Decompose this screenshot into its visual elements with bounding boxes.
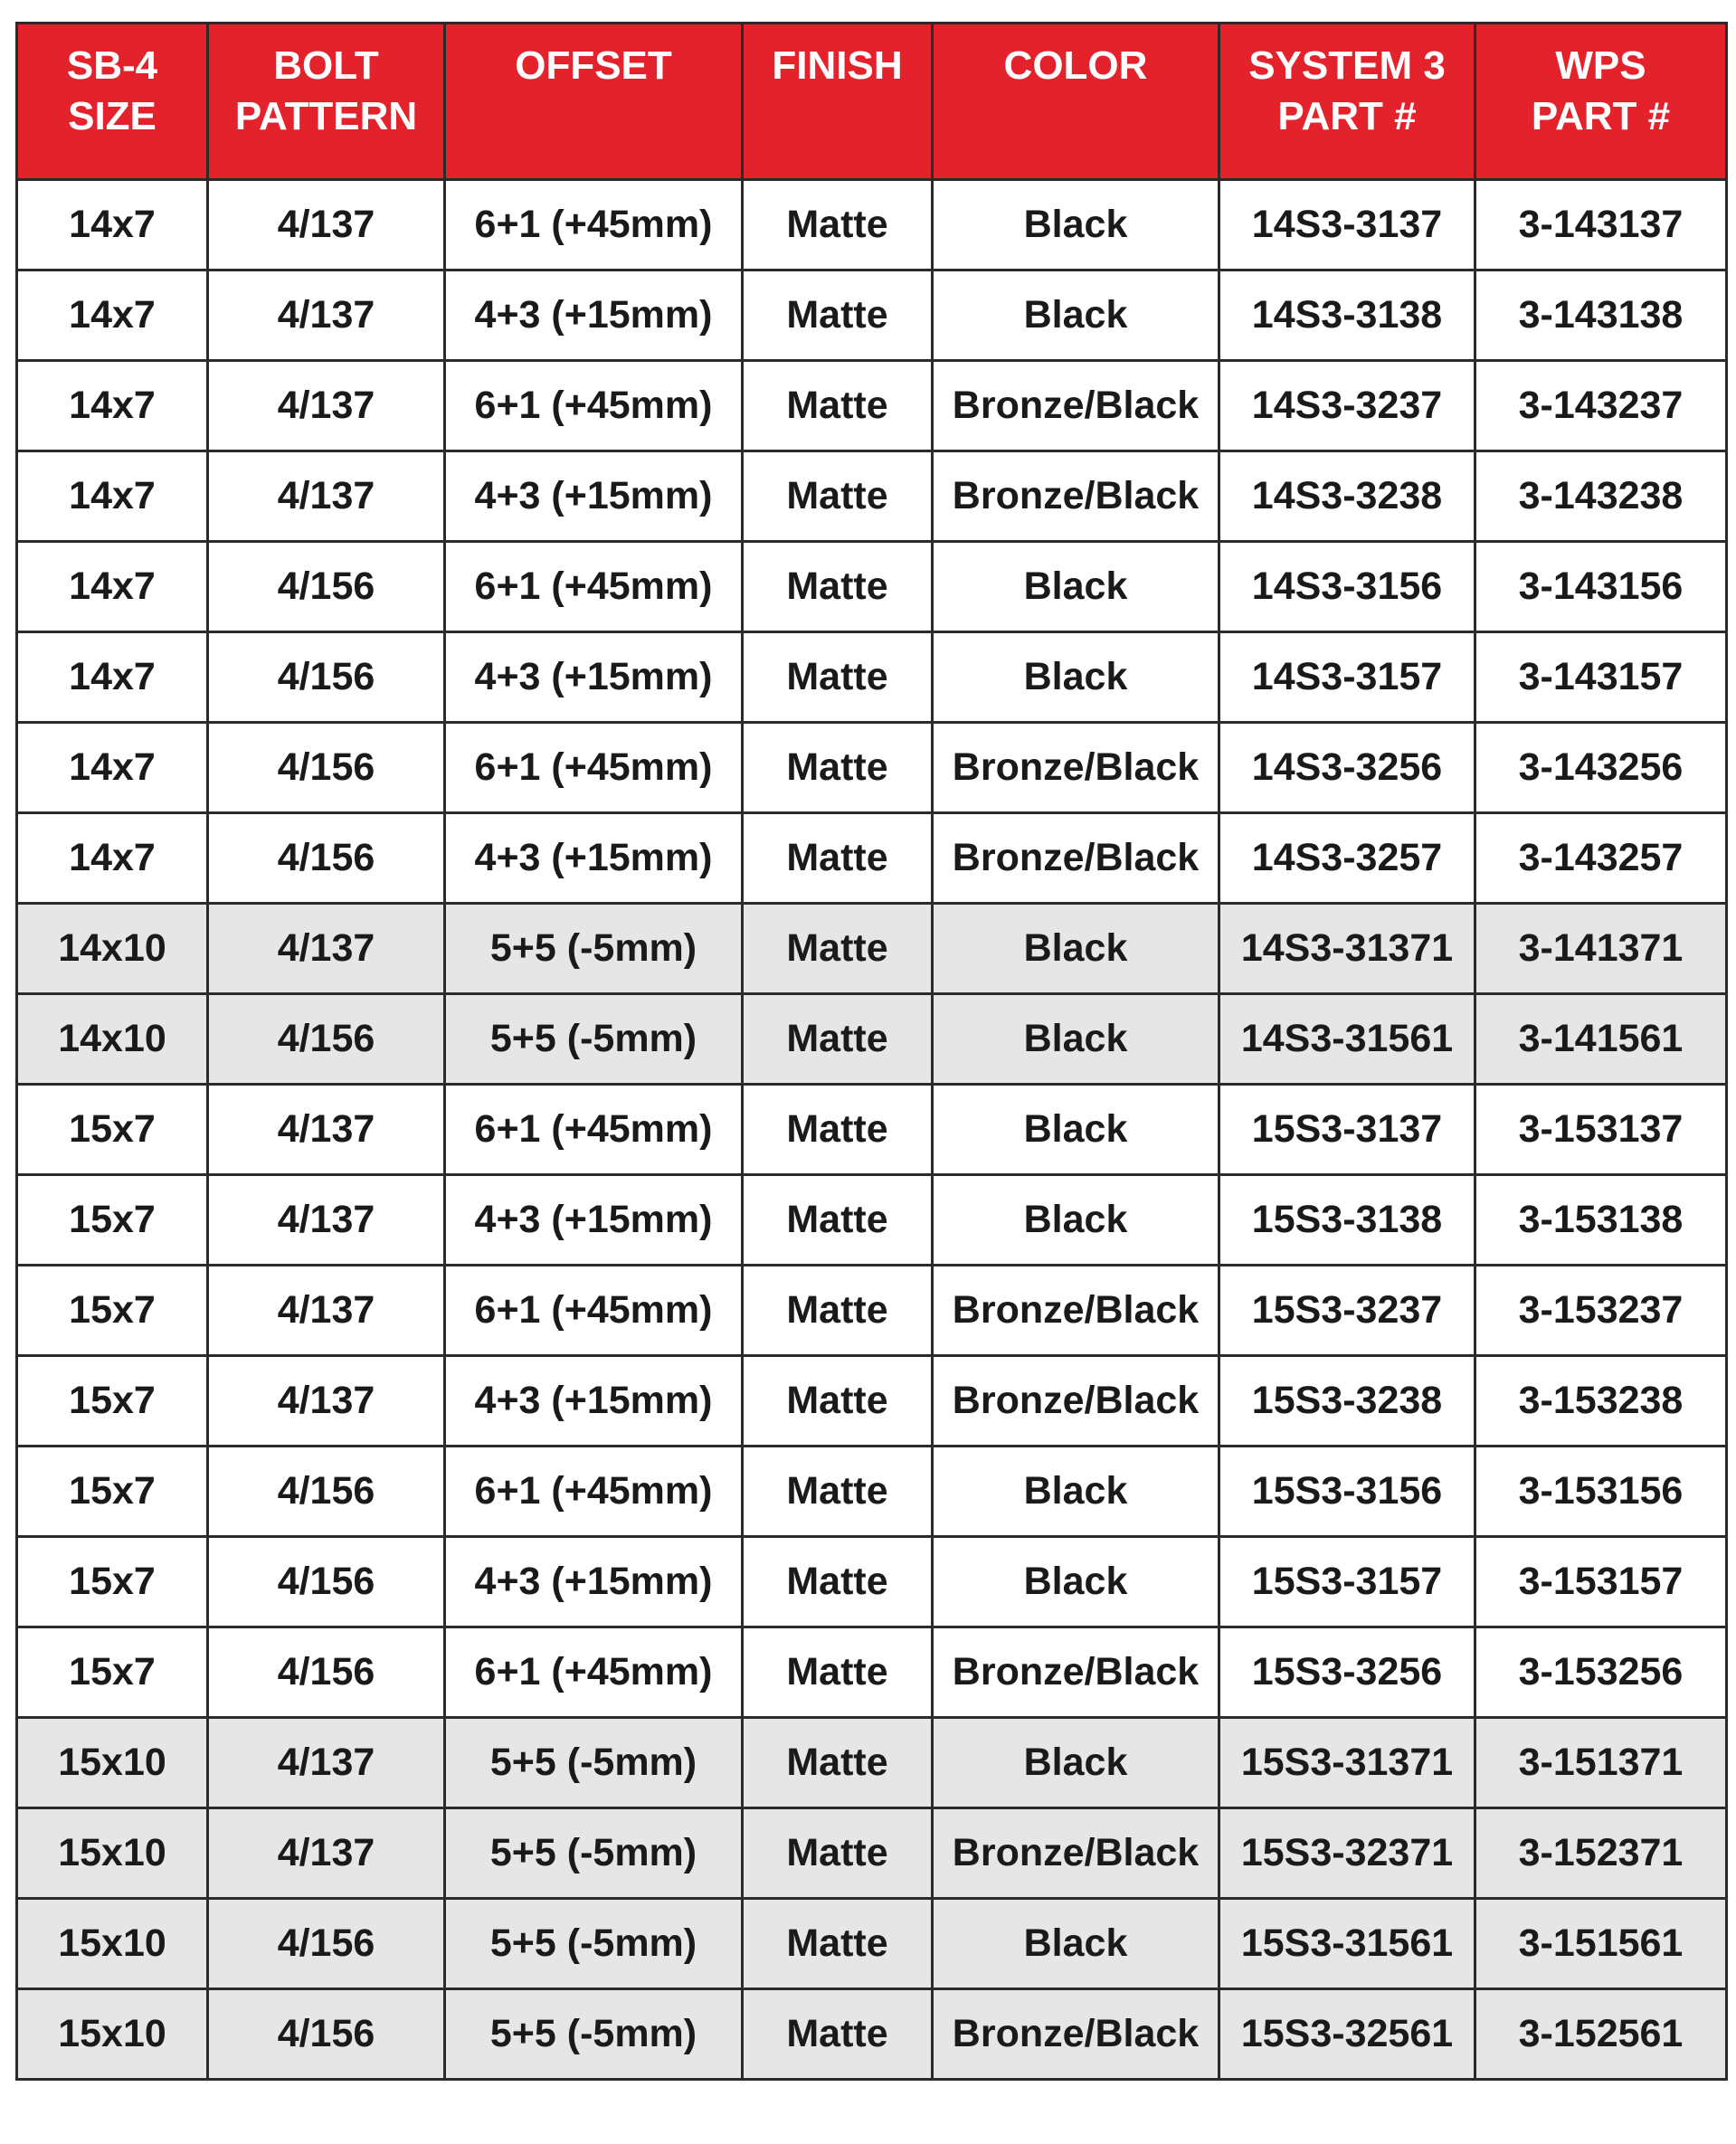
cell-color: Bronze/Black bbox=[933, 1989, 1219, 2080]
cell-system3-part: 15S3-3237 bbox=[1219, 1266, 1475, 1356]
cell-color: Black bbox=[933, 1447, 1219, 1537]
cell-color: Bronze/Black bbox=[933, 451, 1219, 542]
cell-color: Black bbox=[933, 1085, 1219, 1175]
cell-wps-part: 3-153237 bbox=[1475, 1266, 1727, 1356]
cell-bolt-pattern: 4/137 bbox=[208, 1266, 445, 1356]
column-header-line: BOLT bbox=[273, 43, 379, 88]
cell-finish: Matte bbox=[743, 1899, 933, 1989]
column-header-line: SYSTEM 3 bbox=[1248, 43, 1446, 88]
column-header-system3-part bbox=[1219, 24, 1475, 180]
cell-finish: Matte bbox=[743, 1808, 933, 1899]
cell-wps-part: 3-153138 bbox=[1475, 1175, 1727, 1266]
wheel-spec-table bbox=[15, 22, 1728, 2081]
cell-wps-part: 3-143238 bbox=[1475, 451, 1727, 542]
cell-color: Black bbox=[933, 1899, 1219, 1989]
cell-color: Bronze/Black bbox=[933, 1356, 1219, 1447]
cell-color: Bronze/Black bbox=[933, 1627, 1219, 1718]
cell-size: 15x7 bbox=[17, 1266, 208, 1356]
cell-finish: Matte bbox=[743, 904, 933, 994]
cell-finish: Matte bbox=[743, 180, 933, 270]
cell-color: Bronze/Black bbox=[933, 361, 1219, 451]
cell-bolt-pattern: 4/137 bbox=[208, 1356, 445, 1447]
cell-finish: Matte bbox=[743, 542, 933, 632]
table-row bbox=[17, 632, 1727, 723]
cell-bolt-pattern: 4/156 bbox=[208, 994, 445, 1085]
cell-size: 15x10 bbox=[17, 1989, 208, 2080]
cell-offset: 5+5 (-5mm) bbox=[445, 1808, 743, 1899]
column-header-line: SB-4 bbox=[66, 43, 158, 88]
cell-wps-part: 3-151561 bbox=[1475, 1899, 1727, 1989]
cell-bolt-pattern: 4/137 bbox=[208, 361, 445, 451]
table-row bbox=[17, 542, 1727, 632]
cell-bolt-pattern: 4/156 bbox=[208, 1989, 445, 2080]
cell-size: 14x10 bbox=[17, 904, 208, 994]
cell-size: 14x10 bbox=[17, 994, 208, 1085]
cell-finish: Matte bbox=[743, 1085, 933, 1175]
cell-color: Black bbox=[933, 1718, 1219, 1808]
cell-system3-part: 15S3-32561 bbox=[1219, 1989, 1475, 2080]
cell-bolt-pattern: 4/137 bbox=[208, 1175, 445, 1266]
cell-offset: 6+1 (+45mm) bbox=[445, 1085, 743, 1175]
cell-color: Black bbox=[933, 270, 1219, 361]
table-row bbox=[17, 813, 1727, 904]
column-header-size bbox=[17, 24, 208, 180]
cell-system3-part: 15S3-3238 bbox=[1219, 1356, 1475, 1447]
cell-bolt-pattern: 4/156 bbox=[208, 1627, 445, 1718]
cell-bolt-pattern: 4/137 bbox=[208, 1808, 445, 1899]
cell-finish: Matte bbox=[743, 451, 933, 542]
cell-wps-part: 3-153157 bbox=[1475, 1537, 1727, 1627]
cell-wps-part: 3-143257 bbox=[1475, 813, 1727, 904]
cell-color: Black bbox=[933, 180, 1219, 270]
cell-finish: Matte bbox=[743, 1266, 933, 1356]
cell-size: 15x7 bbox=[17, 1356, 208, 1447]
cell-bolt-pattern: 4/137 bbox=[208, 180, 445, 270]
cell-bolt-pattern: 4/156 bbox=[208, 632, 445, 723]
cell-offset: 4+3 (+15mm) bbox=[445, 451, 743, 542]
table-row bbox=[17, 361, 1727, 451]
cell-system3-part: 14S3-31561 bbox=[1219, 994, 1475, 1085]
cell-bolt-pattern: 4/156 bbox=[208, 542, 445, 632]
cell-system3-part: 15S3-3137 bbox=[1219, 1085, 1475, 1175]
cell-bolt-pattern: 4/156 bbox=[208, 813, 445, 904]
cell-offset: 4+3 (+15mm) bbox=[445, 270, 743, 361]
column-header-line: FINISH bbox=[772, 43, 903, 88]
cell-offset: 6+1 (+45mm) bbox=[445, 542, 743, 632]
table-row bbox=[17, 723, 1727, 813]
cell-finish: Matte bbox=[743, 1989, 933, 2080]
cell-offset: 6+1 (+45mm) bbox=[445, 1447, 743, 1537]
cell-bolt-pattern: 4/156 bbox=[208, 723, 445, 813]
cell-system3-part: 14S3-3157 bbox=[1219, 632, 1475, 723]
cell-bolt-pattern: 4/137 bbox=[208, 270, 445, 361]
table-row bbox=[17, 1266, 1727, 1356]
cell-wps-part: 3-143157 bbox=[1475, 632, 1727, 723]
cell-finish: Matte bbox=[743, 1718, 933, 1808]
cell-wps-part: 3-153156 bbox=[1475, 1447, 1727, 1537]
cell-size: 14x7 bbox=[17, 270, 208, 361]
cell-bolt-pattern: 4/137 bbox=[208, 1085, 445, 1175]
cell-finish: Matte bbox=[743, 1356, 933, 1447]
cell-finish: Matte bbox=[743, 632, 933, 723]
cell-size: 15x7 bbox=[17, 1085, 208, 1175]
column-header-wps-part bbox=[1475, 24, 1727, 180]
cell-system3-part: 14S3-3257 bbox=[1219, 813, 1475, 904]
table-body bbox=[17, 180, 1727, 2080]
cell-offset: 4+3 (+15mm) bbox=[445, 1537, 743, 1627]
cell-offset: 5+5 (-5mm) bbox=[445, 994, 743, 1085]
cell-wps-part: 3-141371 bbox=[1475, 904, 1727, 994]
cell-finish: Matte bbox=[743, 813, 933, 904]
cell-system3-part: 15S3-31371 bbox=[1219, 1718, 1475, 1808]
cell-size: 14x7 bbox=[17, 632, 208, 723]
cell-offset: 4+3 (+15mm) bbox=[445, 632, 743, 723]
column-header-line: OFFSET bbox=[515, 43, 672, 88]
cell-offset: 5+5 (-5mm) bbox=[445, 904, 743, 994]
cell-finish: Matte bbox=[743, 994, 933, 1085]
table-row bbox=[17, 904, 1727, 994]
column-header-line: PART # bbox=[1531, 94, 1671, 138]
cell-bolt-pattern: 4/156 bbox=[208, 1537, 445, 1627]
column-header-offset bbox=[445, 24, 743, 180]
cell-size: 14x7 bbox=[17, 451, 208, 542]
cell-wps-part: 3-143256 bbox=[1475, 723, 1727, 813]
cell-system3-part: 14S3-3156 bbox=[1219, 542, 1475, 632]
cell-finish: Matte bbox=[743, 1175, 933, 1266]
cell-offset: 6+1 (+45mm) bbox=[445, 361, 743, 451]
cell-system3-part: 15S3-3156 bbox=[1219, 1447, 1475, 1537]
cell-color: Black bbox=[933, 994, 1219, 1085]
column-header-line: SIZE bbox=[68, 94, 157, 138]
cell-color: Black bbox=[933, 1537, 1219, 1627]
table-row bbox=[17, 451, 1727, 542]
cell-wps-part: 3-143138 bbox=[1475, 270, 1727, 361]
cell-system3-part: 14S3-3237 bbox=[1219, 361, 1475, 451]
cell-finish: Matte bbox=[743, 1537, 933, 1627]
table-row bbox=[17, 1899, 1727, 1989]
table-row bbox=[17, 1537, 1727, 1627]
table-row bbox=[17, 1989, 1727, 2080]
cell-size: 15x7 bbox=[17, 1537, 208, 1627]
cell-wps-part: 3-143137 bbox=[1475, 180, 1727, 270]
cell-size: 15x10 bbox=[17, 1899, 208, 1989]
cell-offset: 6+1 (+45mm) bbox=[445, 1266, 743, 1356]
cell-finish: Matte bbox=[743, 361, 933, 451]
cell-offset: 4+3 (+15mm) bbox=[445, 813, 743, 904]
cell-wps-part: 3-143156 bbox=[1475, 542, 1727, 632]
cell-wps-part: 3-152371 bbox=[1475, 1808, 1727, 1899]
table-row bbox=[17, 1085, 1727, 1175]
cell-size: 15x7 bbox=[17, 1175, 208, 1266]
cell-size: 15x7 bbox=[17, 1447, 208, 1537]
table-row bbox=[17, 1175, 1727, 1266]
cell-bolt-pattern: 4/156 bbox=[208, 1447, 445, 1537]
cell-offset: 6+1 (+45mm) bbox=[445, 723, 743, 813]
cell-finish: Matte bbox=[743, 1627, 933, 1718]
column-header-line: PART # bbox=[1277, 94, 1417, 138]
table-row bbox=[17, 994, 1727, 1085]
cell-finish: Matte bbox=[743, 270, 933, 361]
cell-color: Black bbox=[933, 542, 1219, 632]
cell-wps-part: 3-153137 bbox=[1475, 1085, 1727, 1175]
cell-color: Bronze/Black bbox=[933, 1808, 1219, 1899]
cell-color: Bronze/Black bbox=[933, 1266, 1219, 1356]
cell-offset: 6+1 (+45mm) bbox=[445, 1627, 743, 1718]
cell-bolt-pattern: 4/156 bbox=[208, 1899, 445, 1989]
cell-size: 14x7 bbox=[17, 723, 208, 813]
wheel-spec-sheet bbox=[15, 22, 1728, 2081]
cell-wps-part: 3-152561 bbox=[1475, 1989, 1727, 2080]
cell-color: Black bbox=[933, 1175, 1219, 1266]
cell-system3-part: 14S3-3137 bbox=[1219, 180, 1475, 270]
column-header-line: COLOR bbox=[1003, 43, 1148, 88]
column-header-line: WPS bbox=[1555, 43, 1646, 88]
column-header-line: PATTERN bbox=[234, 94, 418, 138]
cell-color: Bronze/Black bbox=[933, 813, 1219, 904]
cell-bolt-pattern: 4/137 bbox=[208, 1718, 445, 1808]
table-row bbox=[17, 1808, 1727, 1899]
cell-system3-part: 15S3-3256 bbox=[1219, 1627, 1475, 1718]
cell-size: 14x7 bbox=[17, 361, 208, 451]
cell-system3-part: 14S3-3138 bbox=[1219, 270, 1475, 361]
cell-color: Bronze/Black bbox=[933, 723, 1219, 813]
cell-size: 15x7 bbox=[17, 1627, 208, 1718]
cell-system3-part: 14S3-31371 bbox=[1219, 904, 1475, 994]
cell-color: Black bbox=[933, 904, 1219, 994]
cell-bolt-pattern: 4/137 bbox=[208, 904, 445, 994]
cell-offset: 4+3 (+15mm) bbox=[445, 1356, 743, 1447]
cell-size: 15x10 bbox=[17, 1718, 208, 1808]
table-header-row bbox=[17, 24, 1727, 180]
cell-system3-part: 15S3-31561 bbox=[1219, 1899, 1475, 1989]
cell-wps-part: 3-143237 bbox=[1475, 361, 1727, 451]
cell-size: 14x7 bbox=[17, 813, 208, 904]
cell-offset: 5+5 (-5mm) bbox=[445, 1989, 743, 2080]
cell-system3-part: 15S3-32371 bbox=[1219, 1808, 1475, 1899]
cell-wps-part: 3-141561 bbox=[1475, 994, 1727, 1085]
table-row bbox=[17, 270, 1727, 361]
cell-offset: 5+5 (-5mm) bbox=[445, 1718, 743, 1808]
cell-offset: 4+3 (+15mm) bbox=[445, 1175, 743, 1266]
cell-system3-part: 14S3-3238 bbox=[1219, 451, 1475, 542]
cell-finish: Matte bbox=[743, 723, 933, 813]
column-header-finish bbox=[743, 24, 933, 180]
cell-system3-part: 14S3-3256 bbox=[1219, 723, 1475, 813]
table-row bbox=[17, 1447, 1727, 1537]
table-row bbox=[17, 1627, 1727, 1718]
cell-wps-part: 3-153238 bbox=[1475, 1356, 1727, 1447]
cell-size: 14x7 bbox=[17, 180, 208, 270]
cell-color: Black bbox=[933, 632, 1219, 723]
cell-wps-part: 3-153256 bbox=[1475, 1627, 1727, 1718]
cell-finish: Matte bbox=[743, 1447, 933, 1537]
column-header-color bbox=[933, 24, 1219, 180]
table-row bbox=[17, 180, 1727, 270]
cell-size: 15x10 bbox=[17, 1808, 208, 1899]
cell-system3-part: 15S3-3138 bbox=[1219, 1175, 1475, 1266]
cell-bolt-pattern: 4/137 bbox=[208, 451, 445, 542]
cell-offset: 6+1 (+45mm) bbox=[445, 180, 743, 270]
table-row bbox=[17, 1718, 1727, 1808]
table-row bbox=[17, 1356, 1727, 1447]
cell-wps-part: 3-151371 bbox=[1475, 1718, 1727, 1808]
cell-system3-part: 15S3-3157 bbox=[1219, 1537, 1475, 1627]
cell-offset: 5+5 (-5mm) bbox=[445, 1899, 743, 1989]
cell-size: 14x7 bbox=[17, 542, 208, 632]
column-header-bolt-pattern bbox=[208, 24, 445, 180]
